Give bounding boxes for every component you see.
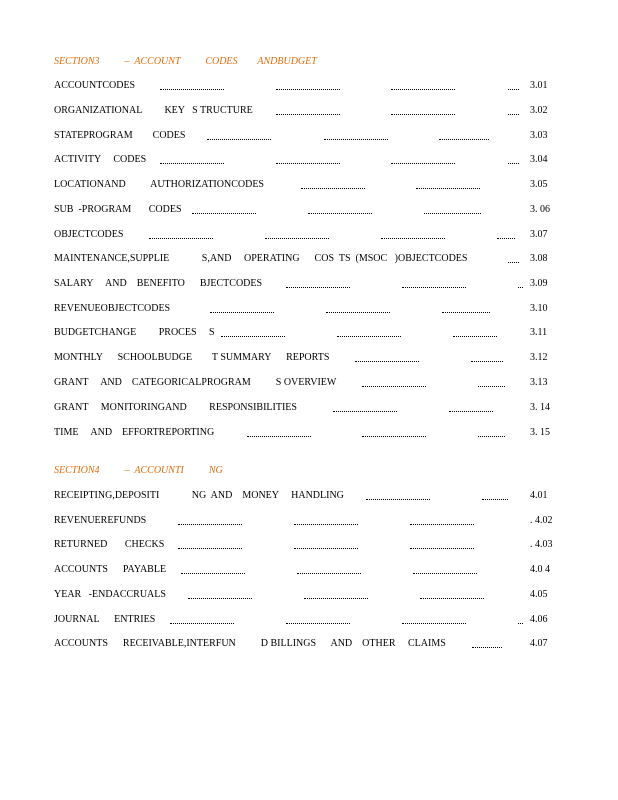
leader-dots xyxy=(326,312,390,313)
leader-dots xyxy=(192,213,256,214)
leader-dots xyxy=(210,312,274,313)
toc-entry-number: 4.05 xyxy=(530,589,548,600)
leader-dots xyxy=(276,89,340,90)
toc-entry-number: 3.03 xyxy=(530,130,548,141)
leader-dots xyxy=(391,163,455,164)
toc-entry-number: 4.01 xyxy=(530,490,548,501)
toc-entry xyxy=(54,638,554,652)
leader-dots xyxy=(294,548,358,549)
toc-entry-title: ORGANIZATIONAL KEY S TRUCTURE xyxy=(54,105,253,116)
leader-dots xyxy=(391,89,455,90)
toc-entry xyxy=(54,515,554,529)
toc-entry xyxy=(54,352,554,366)
toc-entry-number: 3.01 xyxy=(530,80,548,91)
leader-dots xyxy=(508,163,519,164)
toc-entry-number: . 4.03 xyxy=(530,539,553,550)
leader-dots xyxy=(453,336,497,337)
toc-entry-title: ACCOUNTCODES xyxy=(54,80,136,91)
toc-entry-number: 3.12 xyxy=(530,352,548,363)
toc-entry xyxy=(54,80,554,94)
leader-dots xyxy=(381,238,445,239)
leader-dots xyxy=(420,598,484,599)
leader-dots xyxy=(391,114,455,115)
toc-entry xyxy=(54,130,554,144)
toc-entry-number: . 4.02 xyxy=(530,515,553,526)
leader-dots xyxy=(265,238,329,239)
leader-dots xyxy=(439,139,489,140)
toc-entry xyxy=(54,105,554,119)
toc-entry-title: REVENUEREFUNDS xyxy=(54,515,147,526)
leader-dots xyxy=(508,262,519,263)
leader-dots xyxy=(286,287,350,288)
leader-dots xyxy=(424,213,481,214)
toc-entry-title: OBJECTCODES xyxy=(54,229,124,240)
leader-dots xyxy=(304,598,368,599)
leader-dots xyxy=(286,623,350,624)
leader-dots xyxy=(482,499,508,500)
toc-entry-title: MONTHLY SCHOOLBUDGE T SUMMARY REPORTS xyxy=(54,352,330,363)
leader-dots xyxy=(449,411,493,412)
toc-entry-title: GRANT AND CATEGORICALPROGRAM S OVERVIEW xyxy=(54,377,337,388)
toc-entry xyxy=(54,253,554,267)
leader-dots xyxy=(170,623,234,624)
toc-entry xyxy=(54,614,554,628)
leader-dots xyxy=(402,623,466,624)
leader-dots xyxy=(478,436,505,437)
toc-entry-title: RETURNED CHECKS xyxy=(54,539,165,550)
toc-entry-number: 3.09 xyxy=(530,278,548,289)
leader-dots xyxy=(207,139,271,140)
toc-entry xyxy=(54,427,554,441)
leader-dots xyxy=(308,213,372,214)
toc-entry-number: 4.06 xyxy=(530,614,548,625)
toc-entry-title: GRANT MONITORINGAND RESPONSIBILITIES xyxy=(54,402,297,413)
toc-entry-number: 3.07 xyxy=(530,229,548,240)
toc-entry-title: YEAR -ENDACCRUALS xyxy=(54,589,166,600)
leader-dots xyxy=(471,361,503,362)
leader-dots xyxy=(362,386,426,387)
leader-dots xyxy=(247,436,311,437)
leader-dots xyxy=(518,623,523,624)
toc-entry xyxy=(54,179,554,193)
toc-entry-title: JOURNAL ENTRIES xyxy=(54,614,156,625)
leader-dots xyxy=(442,312,490,313)
leader-dots xyxy=(410,524,474,525)
section-heading-3: SECTION3 – ACCOUNT CODES ANDBUDGET xyxy=(54,56,317,67)
toc-entry-number: 3.05 xyxy=(530,179,548,190)
toc-entry-title: LOCATIONAND AUTHORIZATIONCODES xyxy=(54,179,264,190)
leader-dots xyxy=(160,163,224,164)
leader-dots xyxy=(160,89,224,90)
leader-dots xyxy=(181,573,245,574)
leader-dots xyxy=(301,188,365,189)
leader-dots xyxy=(472,647,502,648)
toc-entry-number: 3.13 xyxy=(530,377,548,388)
section-heading-4: SECTION4 – ACCOUNTI NG xyxy=(54,465,223,476)
toc-entry-title: SUB -PROGRAM CODES xyxy=(54,204,182,215)
toc-entry-title: TIME AND EFFORTREPORTING xyxy=(54,427,215,438)
leader-dots xyxy=(297,573,361,574)
leader-dots xyxy=(149,238,213,239)
toc-entry-title: ACCOUNTS PAYABLE xyxy=(54,564,167,575)
toc-entry-title: ACCOUNTS RECEIVABLE,INTERFUN D BILLINGS AND OTHER CLAIMS xyxy=(54,638,446,649)
toc-entry-number: 3. 06 xyxy=(530,204,550,215)
toc-entry-title: REVENUEOBJECTCODES xyxy=(54,303,171,314)
toc-entry xyxy=(54,154,554,168)
toc-entry xyxy=(54,539,554,553)
leader-dots xyxy=(478,386,505,387)
toc-entry xyxy=(54,204,554,218)
toc-entry-number: 3.02 xyxy=(530,105,548,116)
leader-dots xyxy=(366,499,430,500)
leader-dots xyxy=(178,524,242,525)
toc-entry-number: 3. 15 xyxy=(530,427,550,438)
toc-entry-title: STATEPROGRAM CODES xyxy=(54,130,186,141)
toc-entry xyxy=(54,229,554,243)
leader-dots xyxy=(221,336,285,337)
toc-entry-number: 4.07 xyxy=(530,638,548,649)
toc-entry-number: 3. 14 xyxy=(530,402,550,413)
leader-dots xyxy=(294,524,358,525)
leader-dots xyxy=(410,548,474,549)
toc-entry-number: 3.10 xyxy=(530,303,548,314)
toc-entry xyxy=(54,490,554,504)
toc-entry-title: ACTIVITY CODES xyxy=(54,154,147,165)
leader-dots xyxy=(276,163,340,164)
toc-entry-number: 4.0 4 xyxy=(530,564,550,575)
leader-dots xyxy=(518,287,523,288)
leader-dots xyxy=(355,361,419,362)
toc-entry xyxy=(54,589,554,603)
leader-dots xyxy=(276,114,340,115)
leader-dots xyxy=(416,188,480,189)
toc-entry-title: BUDGETCHANGE PROCES S xyxy=(54,327,215,338)
leader-dots xyxy=(362,436,426,437)
toc-entry xyxy=(54,377,554,391)
toc-entry-number: 3.08 xyxy=(530,253,548,264)
toc-entry xyxy=(54,303,554,317)
toc-entry-number: 3.11 xyxy=(530,327,548,338)
leader-dots xyxy=(497,238,515,239)
leader-dots xyxy=(337,336,401,337)
leader-dots xyxy=(188,598,252,599)
leader-dots xyxy=(413,573,477,574)
toc-entry-title: RECEIPTING,DEPOSITI NG AND MONEY HANDLING xyxy=(54,490,344,501)
toc-entry-number: 3.04 xyxy=(530,154,548,165)
leader-dots xyxy=(333,411,397,412)
toc-entry xyxy=(54,278,554,292)
leader-dots xyxy=(178,548,242,549)
toc-entry-title: MAINTENANCE,SUPPLIE S,AND OPERATING COS TS (MSOC )OBJECTCODES xyxy=(54,253,468,264)
toc-entry xyxy=(54,402,554,416)
leader-dots xyxy=(324,139,388,140)
leader-dots xyxy=(508,114,519,115)
toc-entry-title: SALARY AND BENEFITO BJECTCODES xyxy=(54,278,263,289)
toc-entry xyxy=(54,327,554,341)
leader-dots xyxy=(402,287,466,288)
toc-entry xyxy=(54,564,554,578)
leader-dots xyxy=(508,89,519,90)
